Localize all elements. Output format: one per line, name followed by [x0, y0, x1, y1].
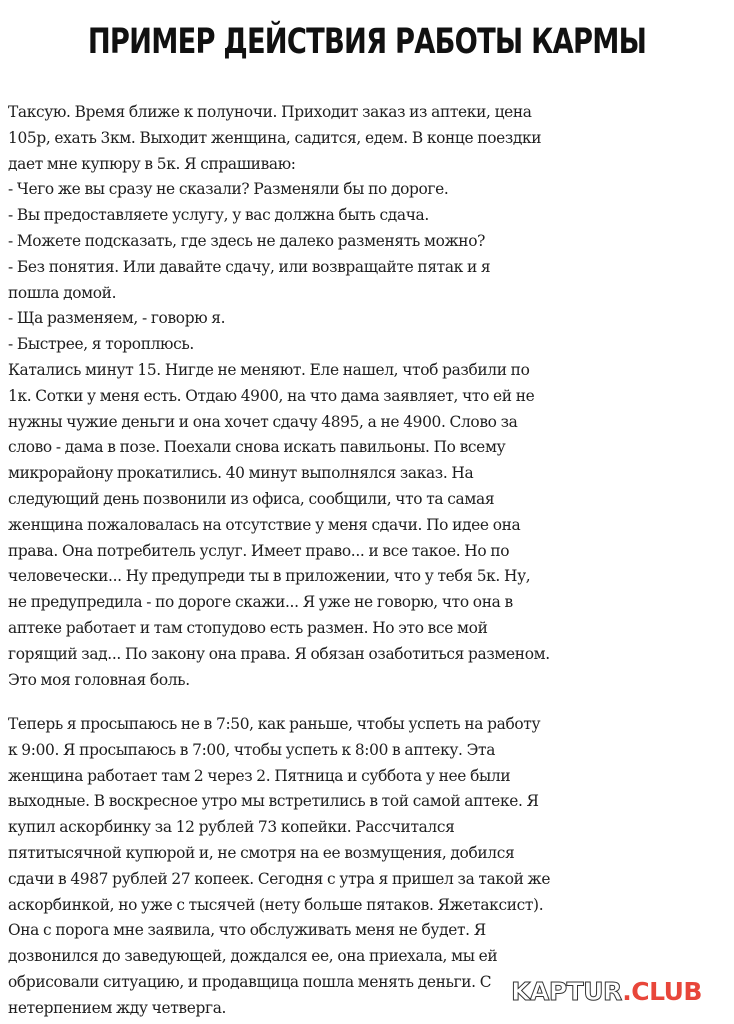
text-line: - Быстрее, я тороплюсь.	[8, 335, 194, 354]
text-line: выходные. В воскресное утро мы встретились в той самой аптеке. Я	[8, 792, 539, 811]
text-line: Таксую. Время ближе к полуночи. Приходит заказ из аптеки, цена	[8, 103, 532, 121]
text-line: - Можете подсказать, где здесь не далеко разменять можно?	[8, 231, 486, 250]
text-line: человечески... Ну предупреди ты в приложении, что у тебя 5к. Ну,	[8, 567, 531, 586]
page-title: ПРИМЕР ДЕЙСТВИЯ РАБОТЫ КАРМЫ	[87, 22, 647, 62]
text-line: горящий зад... По закону она права. Я обязан озаботиться разменом.	[8, 644, 550, 663]
text-line: Теперь я просыпаюсь не в 7:50, как раньше, чтобы успеть на работу	[8, 715, 541, 733]
text-line: микрорайону прокатились. 40 минут выполнялся заказ. На	[8, 464, 474, 483]
text-line: дозвонился до заведующей, дождался ее, она приехала, мы ей	[8, 947, 498, 966]
text-line: женщина работает там 2 через 2. Пятница и суббота у нее были	[8, 766, 511, 785]
text-line: 105р, ехать 3км. Выходит женщина, садится, едем. В конце поездки	[8, 128, 542, 147]
watermark-part-b: .CLUB	[622, 977, 702, 1006]
site-watermark	[511, 977, 702, 1006]
text-line: следующий день позвонили из офиса, сообщили, что та самая	[8, 489, 495, 508]
watermark-part-a: KAPTUR	[511, 977, 623, 1006]
text-line: аскорбинкой, но уже с тысячей (нету больше пятаков. Яжетаксист).	[8, 895, 544, 914]
text-line: дает мне купюру в 5к. Я спрашиваю:	[8, 154, 296, 173]
text-line: Она с порога мне заявила, что обслуживать меня не будет. Я	[8, 921, 486, 940]
text-line: - Чего же вы сразу не сказали? Разменяли бы по дороге.	[8, 180, 449, 199]
text-line: - Вы предоставляете услугу, у вас должна быть сдача.	[8, 206, 429, 225]
text-line: пятитысячной купюрой и, не смотря на ее возмущения, добился	[8, 843, 515, 862]
text-line: - Ща разменяем, - говорю я.	[8, 309, 226, 328]
text-line: пошла домой.	[8, 283, 117, 302]
text-line: не предупредила - по дороге скажи... Я уже не говорю, что она в	[8, 593, 513, 612]
story-part-1	[8, 100, 730, 693]
text-line: - Без понятия. Или давайте сдачу, или возвращайте пятак и я	[8, 257, 491, 276]
text-line: нетерпением жду четверга.	[8, 998, 227, 1017]
text-line: Это моя головная боль.	[8, 670, 190, 689]
text-line: Катались минут 15. Нигде не меняют. Еле нашел, чтоб разбили по	[8, 360, 530, 379]
text-line: слово - дама в позе. Поехали снова искать павильоны. По всему	[8, 438, 506, 457]
text-line: нужны чужие деньги и она хочет сдачу 4895, а не 4900. Слово за	[8, 412, 518, 431]
text-line: женщина пожаловалась на отсутствие у меня сдачи. По идее она	[8, 515, 521, 534]
text-line: купил аскорбинку за 12 рублей 73 копейки. Рассчитался	[8, 818, 455, 837]
text-line: аптеке работает и там стопудово есть размен. Но это все мой	[8, 618, 488, 637]
text-line: сдачи в 4987 рублей 27 копеек. Сегодня с утра я пришел за такой же	[8, 869, 551, 888]
text-line: обрисовали ситуацию, и продавщица пошла менять деньги. С	[8, 972, 492, 991]
text-line: к 9:00. Я просыпаюсь в 7:00, чтобы успеть к 8:00 в аптеку. Эта	[8, 740, 496, 759]
story-part-2	[8, 712, 730, 1022]
text-line: права. Она потребитель услуг. Имеет право... и все такое. Но по	[8, 541, 510, 560]
text-line: 1к. Сотки у меня есть. Отдаю 4900, на что дама заявляет, что ей не	[8, 386, 535, 405]
